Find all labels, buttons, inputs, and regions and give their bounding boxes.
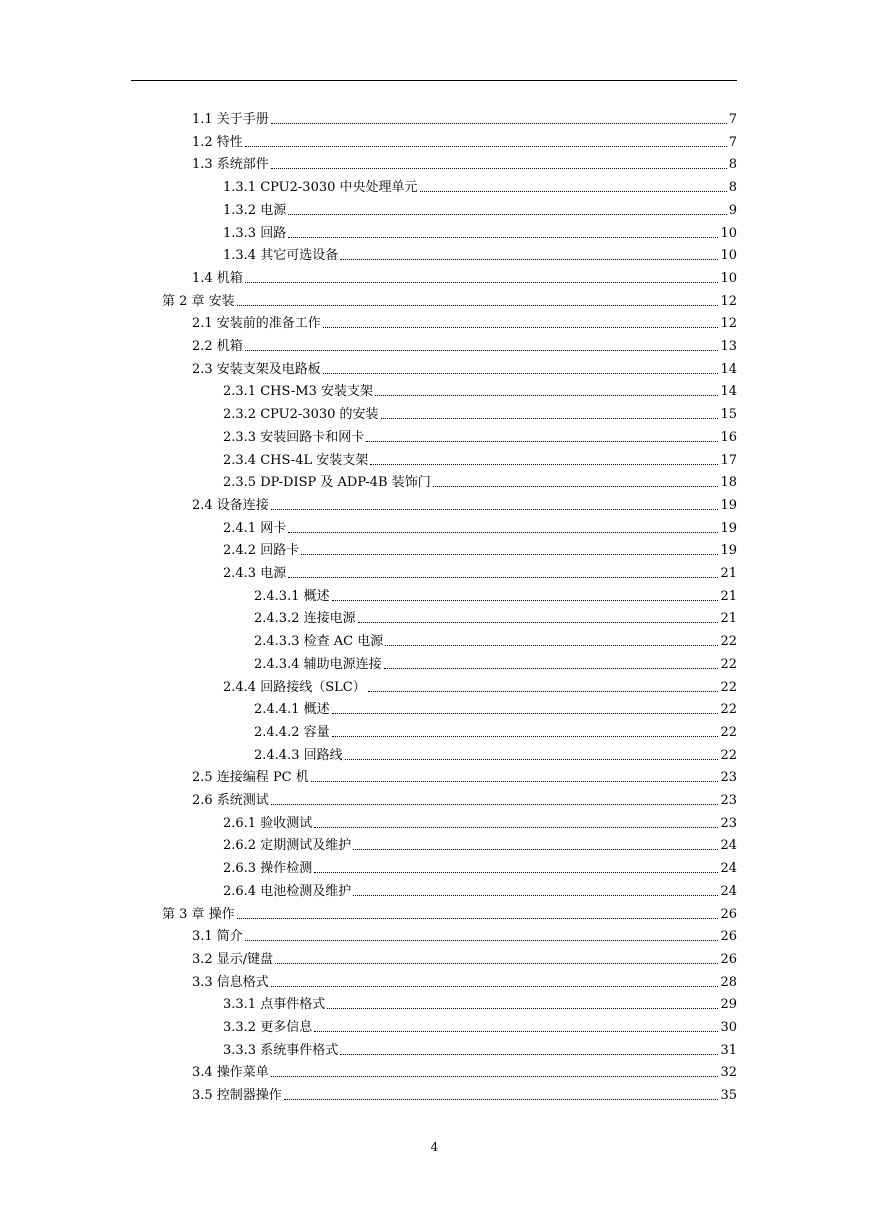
toc-dot-leader [368,691,719,692]
toc-entry-page-number: 26 [720,907,737,922]
toc-entry[interactable] [223,1037,737,1059]
toc-entry-title: 2.6 系统测试 [192,793,269,808]
toc-entry-title: 2.4.3.4 辅助电源连接 [254,657,382,672]
toc-entry-page-number: 22 [720,725,737,740]
toc-entry[interactable] [192,333,737,355]
toc-entry[interactable] [192,106,737,128]
toc-entry-page-number: 30 [720,1020,737,1035]
toc-entry[interactable] [254,605,737,627]
toc-entry-title: 2.4.3 电源 [223,566,287,581]
toc-entry-page-number: 8 [728,157,737,172]
toc-entry-title: 1.3.4 其它可选设备 [223,248,339,263]
toc-entry[interactable] [192,129,737,151]
toc-entry[interactable] [254,742,737,764]
toc-entry[interactable] [192,787,737,809]
toc-dot-leader [245,350,719,351]
toc-dot-leader [314,1031,718,1032]
toc-entry-title: 2.5 连接编程 PC 机 [192,770,309,785]
toc-entry[interactable] [223,810,737,832]
toc-dot-leader [301,554,718,555]
toc-entry-title: 2.3 安装支架及电路板 [192,362,321,377]
toc-entry[interactable] [254,583,737,605]
toc-entry-page-number: 10 [720,226,737,241]
toc-entry-page-number: 13 [720,339,737,354]
toc-entry-page-number: 19 [720,498,737,513]
toc-dot-leader [366,441,718,442]
toc-dot-leader [323,373,719,374]
toc-dot-leader [332,600,719,601]
toc-entry-title: 2.4.3.3 检查 AC 电源 [254,634,384,649]
toc-entry[interactable] [223,855,737,877]
toc-entry-title: 3.3.1 点事件格式 [223,997,326,1012]
toc-entry[interactable] [223,560,737,582]
toc-entry[interactable] [192,764,737,786]
toc-entry-page-number: 12 [720,316,737,331]
toc-entry[interactable] [223,515,737,537]
toc-entry[interactable] [192,356,737,378]
toc-entry-title: 1.2 特性 [192,135,243,150]
toc-dot-leader [237,918,719,919]
toc-entry[interactable] [254,628,737,650]
toc-entry-page-number: 22 [720,748,737,763]
toc-entry-title: 2.4.3.2 连接电源 [254,611,356,626]
toc-entry-page-number: 22 [720,702,737,717]
toc-entry[interactable] [192,492,737,514]
toc-entry-title: 2.3.1 CHS-M3 安装支架 [223,384,373,399]
toc-entry-page-number: 22 [720,657,737,672]
toc-entry[interactable] [223,242,737,264]
toc-entry-page-number: 29 [720,997,737,1012]
toc-entry-title: 3.3 信息格式 [192,975,269,990]
toc-entry-title: 2.4.1 网卡 [223,521,287,536]
toc-dot-leader [384,668,719,669]
toc-entry-title: 2.6.3 操作检测 [223,861,313,876]
toc-dot-leader [332,713,719,714]
toc-entry-page-number: 31 [720,1043,737,1058]
toc-dot-leader [245,146,727,147]
toc-entry-title: 3.3.3 系统事件格式 [223,1043,339,1058]
page-number: 4 [430,1140,439,1154]
toc-entry-title: 3.2 显示/键盘 [192,952,274,967]
toc-dot-leader [420,191,727,192]
toc-entry[interactable] [223,832,737,854]
toc-dot-leader [288,237,718,238]
toc-entry[interactable] [223,424,737,446]
toc-entry-title: 2.3.2 CPU2-3030 的安装 [223,407,379,422]
toc-entry[interactable] [254,696,737,718]
toc-entry[interactable] [192,1059,737,1081]
toc-entry-title: 2.4 设备连接 [192,498,269,513]
toc-dot-leader [381,418,719,419]
toc-entry[interactable] [192,923,737,945]
toc-entry-page-number: 21 [720,589,737,604]
toc-dot-leader [271,509,719,510]
toc-dot-leader [332,736,719,737]
toc-entry[interactable] [223,174,737,196]
toc-entry-page-number: 12 [720,294,737,309]
toc-entry-page-number: 26 [720,952,737,967]
toc-entry-title: 3.1 简介 [192,929,243,944]
header-rule [131,80,737,81]
toc-entry-title: 1.4 机箱 [192,271,243,286]
toc-entry-page-number: 16 [720,430,737,445]
toc-entry-title: 2.3.3 安装回路卡和网卡 [223,430,365,445]
toc-entry[interactable] [223,991,737,1013]
toc-entry[interactable] [192,265,737,287]
toc-entry-title: 2.4.2 回路卡 [223,543,300,558]
toc-entry-title: 2.4.3.1 概述 [254,589,330,604]
toc-entry-page-number: 35 [720,1088,737,1103]
toc-entry-title: 第 3 章 操作 [162,907,235,922]
toc-entry-title: 1.3 系统部件 [192,157,269,172]
toc-dot-leader [340,1054,718,1055]
toc-entry[interactable] [223,378,737,400]
toc-entry-page-number: 8 [728,180,737,195]
toc-entry-page-number: 28 [720,975,737,990]
toc-dot-leader [245,940,719,941]
toc-entry[interactable] [254,651,737,673]
toc-dot-leader [271,168,727,169]
toc-entry-page-number: 14 [720,362,737,377]
toc-entry[interactable] [223,447,737,469]
toc-entry-title: 2.6.4 电池检测及维护 [223,884,352,899]
toc-entry-page-number: 19 [720,521,737,536]
toc-entry[interactable] [223,674,737,696]
toc-dot-leader [327,1008,718,1009]
toc-entry-title: 3.5 控制器操作 [192,1088,282,1103]
toc-dot-leader [314,872,718,873]
toc-entry[interactable] [223,220,737,242]
toc-entry-page-number: 24 [720,861,737,876]
toc-dot-leader [314,827,718,828]
toc-dot-leader [284,1099,719,1100]
toc-entry[interactable] [192,310,737,332]
toc-entry-page-number: 21 [720,611,737,626]
toc-entry-page-number: 21 [720,566,737,581]
toc-dot-leader [275,963,718,964]
toc-entry[interactable] [192,1082,737,1104]
toc-entry[interactable] [162,901,737,923]
toc-entry[interactable] [254,719,737,741]
toc-entry-title: 2.3.5 DP-DISP 及 ADP-4B 装饰门 [223,475,431,490]
toc-entry-page-number: 32 [720,1065,737,1080]
toc-entry-title: 1.3.1 CPU2-3030 中央处理单元 [223,180,418,195]
toc-dot-leader [288,532,718,533]
toc-dot-leader [353,895,718,896]
toc-dot-leader [385,645,718,646]
toc-dot-leader [245,282,719,283]
toc-dot-leader [370,464,718,465]
toc-entry-title: 3.3.2 更多信息 [223,1020,313,1035]
toc-entry[interactable] [223,401,737,423]
toc-entry-page-number: 26 [720,929,737,944]
toc-entry[interactable] [223,469,737,491]
toc-entry-title: 2.4.4.3 回路线 [254,748,343,763]
toc-entry[interactable] [162,288,737,310]
toc-entry-title: 2.4.4.1 概述 [254,702,330,717]
toc-entry-title: 1.3.3 回路 [223,226,287,241]
toc-dot-leader [323,327,719,328]
toc-entry[interactable] [192,946,737,968]
toc-entry-page-number: 15 [720,407,737,422]
toc-dot-leader [375,395,718,396]
toc-entry-page-number: 24 [720,884,737,899]
toc-dot-leader [433,486,719,487]
toc-entry-title: 3.4 操作菜单 [192,1065,269,1080]
toc-dot-leader [311,781,719,782]
toc-entry-page-number: 10 [720,271,737,286]
toc-dot-leader [288,214,727,215]
toc-entry-page-number: 18 [720,475,737,490]
toc-entry[interactable] [223,1014,737,1036]
toc-entry-page-number: 19 [720,543,737,558]
toc-dot-leader [271,804,719,805]
toc-entry-title: 2.1 安装前的准备工作 [192,316,321,331]
toc-entry-page-number: 23 [720,770,737,785]
toc-dot-leader [358,622,719,623]
toc-entry-title: 2.6.2 定期测试及维护 [223,838,352,853]
toc-entry-page-number: 23 [720,793,737,808]
toc-entry-title: 第 2 章 安装 [162,294,235,309]
toc-entry-page-number: 10 [720,248,737,263]
toc-entry-page-number: 23 [720,816,737,831]
toc-dot-leader [340,259,718,260]
toc-entry-page-number: 22 [720,634,737,649]
toc-entry[interactable] [192,969,737,991]
toc-entry[interactable] [192,151,737,173]
toc-entry-page-number: 22 [720,680,737,695]
toc-entry[interactable] [223,878,737,900]
toc-entry-title: 2.2 机箱 [192,339,243,354]
toc-entry-title: 1.3.2 电源 [223,203,287,218]
toc-dot-leader [288,577,718,578]
toc-entry-title: 2.4.4 回路接线（SLC） [223,680,366,695]
toc-entry-title: 2.6.1 验收测试 [223,816,313,831]
toc-entry-title: 2.4.4.2 容量 [254,725,330,740]
toc-entry-page-number: 14 [720,384,737,399]
toc-dot-leader [271,1076,719,1077]
toc-dot-leader [271,986,719,987]
toc-entry[interactable] [223,197,737,219]
toc-dot-leader [237,305,719,306]
toc-dot-leader [271,123,727,124]
toc-dot-leader [353,849,718,850]
toc-entry-title: 2.3.4 CHS-4L 安装支架 [223,453,369,468]
toc-entry-page-number: 7 [728,135,737,150]
toc-dot-leader [345,759,719,760]
toc-entry-title: 1.1 关于手册 [192,112,269,127]
toc-entry-page-number: 24 [720,838,737,853]
toc-entry[interactable] [223,537,737,559]
toc-entry-page-number: 7 [728,112,737,127]
toc-entry-page-number: 17 [720,453,737,468]
toc-entry-page-number: 9 [728,203,737,218]
